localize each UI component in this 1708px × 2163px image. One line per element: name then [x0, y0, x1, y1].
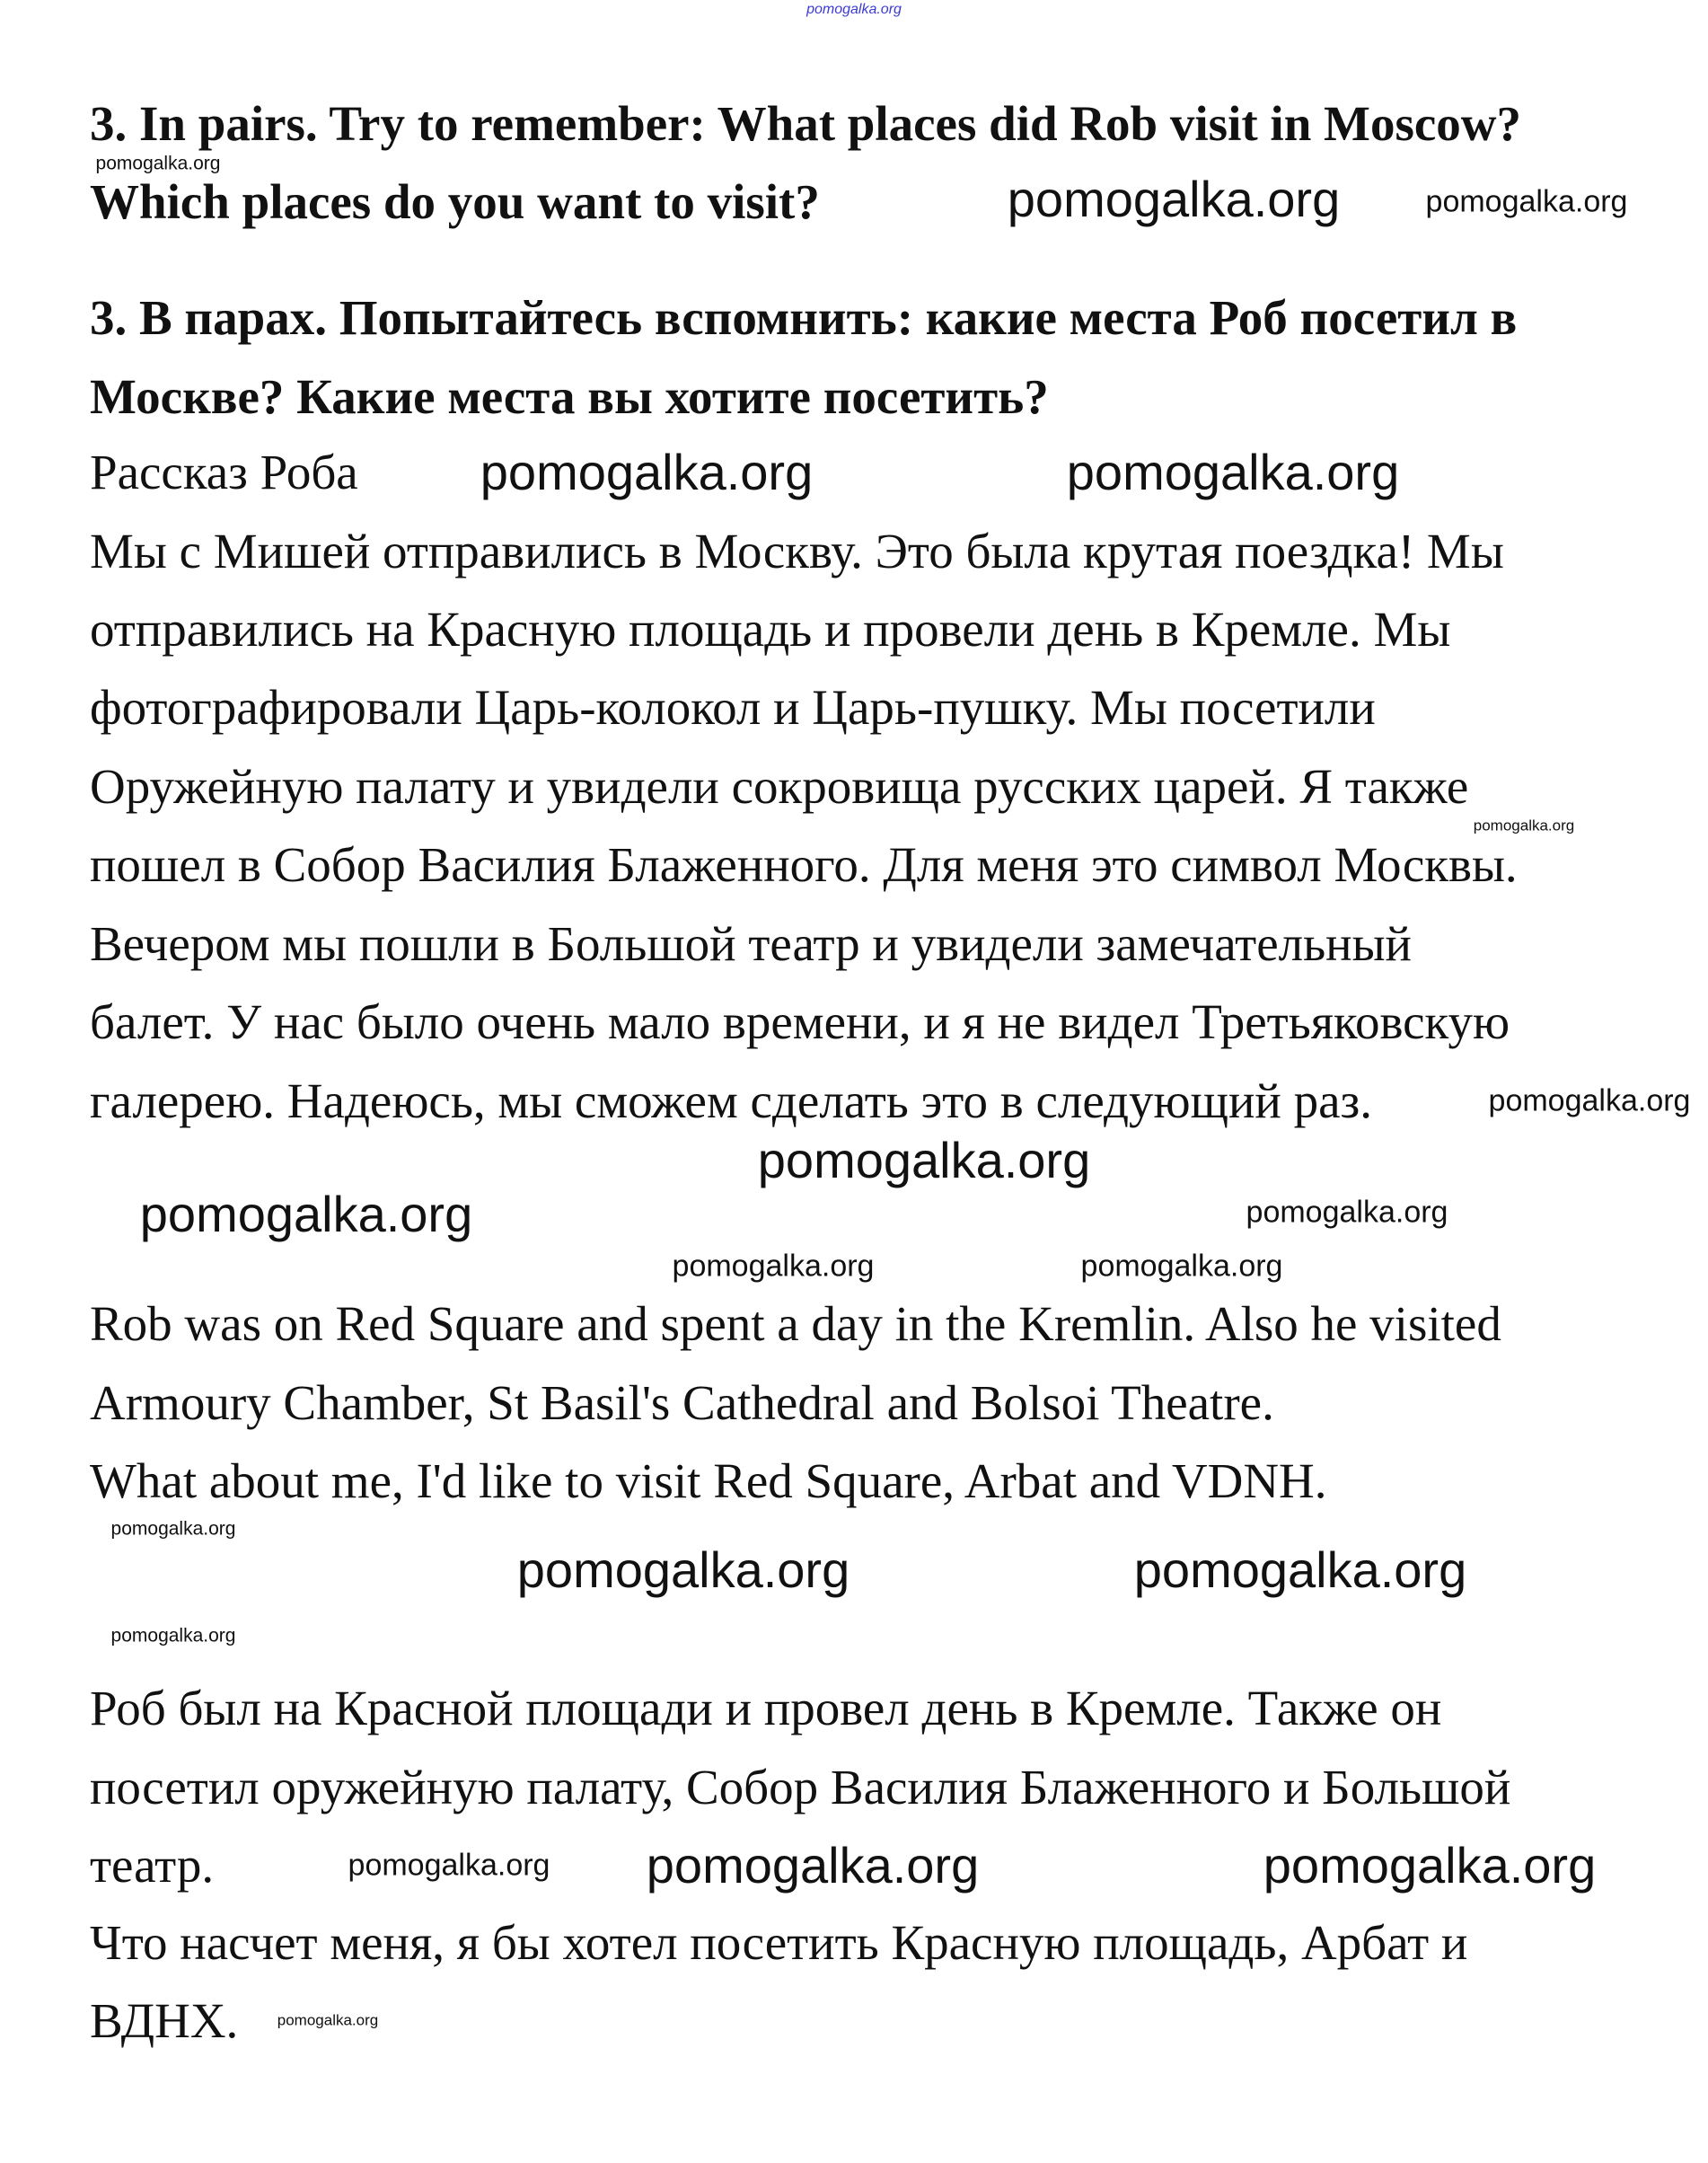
watermark: pomogalka.org	[757, 1132, 1091, 1189]
story-line: Мы с Мишей отправились в Москву. Это была крутая поездка! Мы	[90, 524, 1504, 578]
watermark: pomogalka.org	[95, 153, 221, 174]
answer-ru-line: ВДНХ.	[90, 1993, 239, 2048]
story-line: Оружейную палату и увидели сокровища русских царей. Я также	[90, 759, 1469, 814]
heading-en-line: 3. In pairs. Try to remember: What places did Rob visit in Moscow?	[90, 96, 1521, 151]
answer-ru-line: посетил оружейную палату, Собор Василия Блаженного и Большой	[90, 1760, 1511, 1814]
answer-ru-line: Что насчет меня, я бы хотел посетить Красную площадь, Арбат и	[90, 1915, 1468, 1970]
watermark: pomogalka.org	[672, 1249, 875, 1284]
watermark: pomogalka.org	[1473, 817, 1575, 834]
story-line: фотографировали Царь-колокол и Царь-пушку. Мы посетили	[90, 680, 1376, 735]
answer-en-line: Rob was on Red Square and spent a day in the Kremlin. Also he visited	[90, 1296, 1501, 1351]
watermark: pomogalka.org	[806, 2, 902, 18]
story-title: Рассказ Роба	[90, 445, 358, 499]
heading-ru-line: 3. В парах. Попытайтесь вспомнить: какие места Роб посетил в	[90, 290, 1518, 345]
story-line: Вечером мы пошли в Большой театр и увидели замечательный	[90, 916, 1412, 971]
story-line: отправились на Красную площадь и провели день в Кремле. Мы	[90, 602, 1451, 657]
story-line: галерею. Надеюсь, мы сможем сделать это в следующий раз.	[90, 1073, 1372, 1128]
answer-en-line: What about me, I'd like to visit Red Square, Arbat and VDNH.	[90, 1453, 1327, 1508]
watermark: pomogalka.org	[480, 444, 814, 501]
answer-ru-line: Роб был на Красной площади и провел день в Кремле. Также он	[90, 1681, 1442, 1735]
watermark: pomogalka.org	[1488, 1083, 1691, 1118]
watermark: pomogalka.org	[516, 1541, 850, 1599]
watermark: pomogalka.org	[348, 1848, 550, 1883]
watermark: pomogalka.org	[139, 1186, 473, 1243]
watermark: pomogalka.org	[1246, 1195, 1448, 1230]
watermark: pomogalka.org	[646, 1837, 980, 1894]
watermark: pomogalka.org	[1080, 1249, 1283, 1284]
story-line: балет. У нас было очень мало времени, и я не видел Третьяковскую	[90, 994, 1510, 1049]
answer-ru-line: театр.	[90, 1838, 215, 1893]
watermark: pomogalka.org	[1066, 444, 1400, 501]
watermark: pomogalka.org	[1425, 184, 1628, 219]
answer-en-line: Armoury Chamber, St Basil's Cathedral and Bolsoi Theatre.	[90, 1375, 1274, 1430]
story-line: пошел в Собор Василия Блаженного. Для меня это символ Москвы.	[90, 837, 1518, 892]
watermark: pomogalka.org	[110, 1625, 236, 1647]
watermark: pomogalka.org	[1263, 1837, 1597, 1894]
watermark: pomogalka.org	[1007, 171, 1341, 228]
watermark: pomogalka.org	[110, 1518, 236, 1540]
watermark: pomogalka.org	[277, 2011, 379, 2029]
watermark: pomogalka.org	[1133, 1541, 1467, 1599]
heading-ru-line: Москве? Какие места вы хотите посетить?	[90, 369, 1049, 424]
heading-en-line: Which places do you want to visit?	[90, 174, 820, 229]
